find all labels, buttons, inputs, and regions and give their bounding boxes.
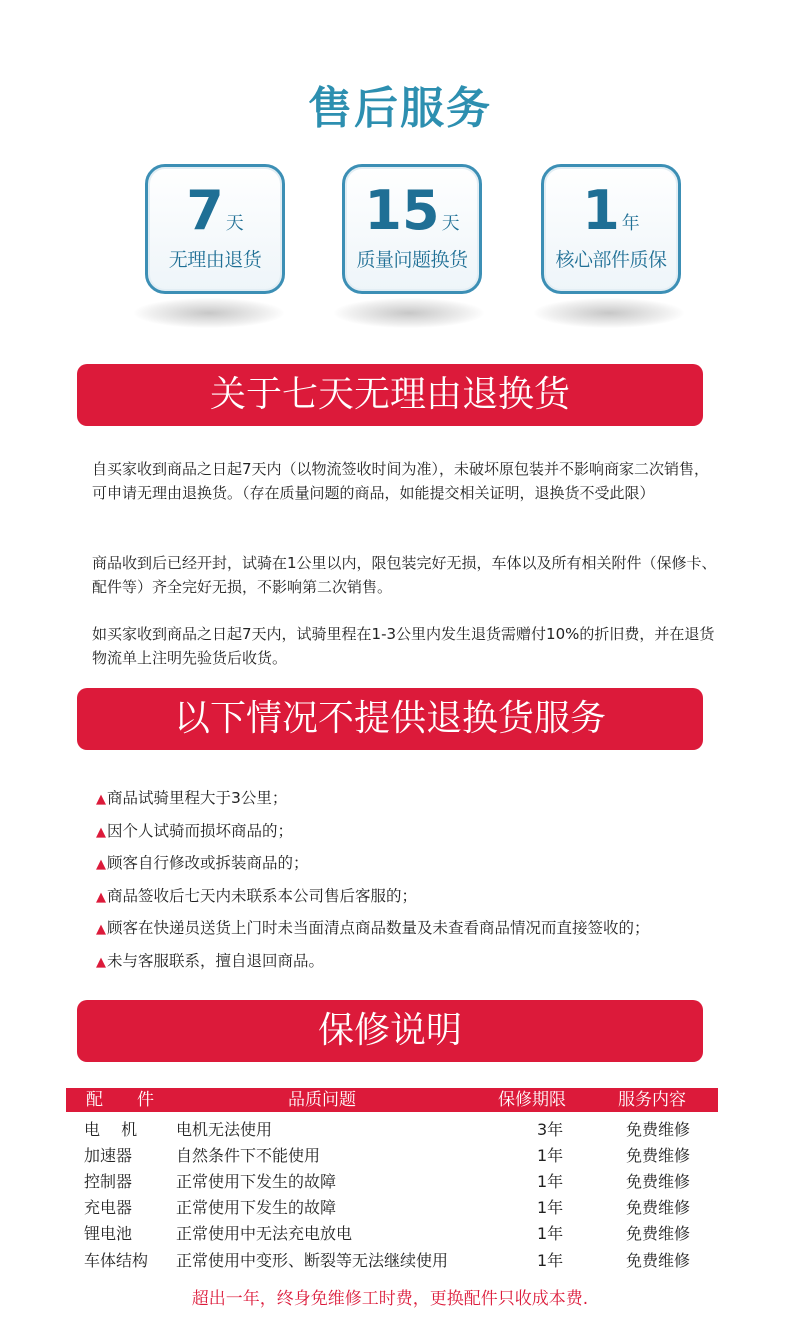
section-banner-exclusions: 以下情况不提供退换货服务 [77,688,703,750]
policy-paragraph: 如买家收到商品之日起7天内，试骑里程在1-3公里内发生退货需赠付10%的折旧费，并在退货物流单上注明先验货后收货。 [92,625,715,667]
triangle-icon: ▲ [96,792,106,807]
cell-part: 充电器 [84,1198,133,1217]
badge-shadow [134,298,284,328]
cell-period: 1年 [537,1198,564,1217]
cell-part: 加速器 [84,1146,133,1165]
cell-period: 1年 [537,1172,564,1191]
cell-part: 锂电池 [84,1224,133,1243]
badge-number: 15 [364,179,440,242]
cell-service: 免费维修 [626,1120,691,1139]
cell-service: 免费维修 [626,1251,691,1270]
cell-issue: 正常使用中无法充电放电 [176,1224,353,1243]
triangle-icon: ▲ [96,889,106,905]
service-badges [0,160,800,335]
triangle-icon: ▲ [96,954,106,970]
list-item: ▲顾客在快递员送货上门时未当面清点商品数量及未查看商品情况而直接签收的； [96,919,650,937]
list-item: ▲顾客自行修改或拆装商品的； [96,854,309,872]
cell-service: 免费维修 [626,1146,691,1165]
table-row [66,1248,718,1274]
cell-service: 免费维修 [626,1172,691,1191]
table-row [66,1143,718,1169]
cell-period: 3年 [537,1120,564,1139]
cell-period: 1年 [537,1224,564,1243]
list-item: ▲未与客服联系，擅自退回商品。 [96,951,325,970]
table-row [66,1195,718,1221]
cell-issue: 正常使用下发生的故障 [176,1172,337,1191]
cell-part: 电 机 [84,1120,138,1139]
section-banner-warranty: 保修说明 [77,1000,703,1062]
badge-unit: 天 [225,213,244,234]
triangle-icon: ▲ [96,824,106,840]
badge-shadow [534,298,684,328]
exclusion-list [96,786,776,981]
badge-unit: 天 [441,213,460,234]
page-title: 售后服务 [308,83,492,134]
badge-1-year-warranty [541,164,681,294]
warranty-table-header [66,1088,718,1112]
triangle-icon: ▲ [96,857,106,872]
cell-service: 免费维修 [626,1224,691,1243]
badge-15-day-exchange [342,164,482,294]
table-row [66,1117,718,1143]
column-header-service: 服务内容 [618,1090,686,1110]
badge-text: 质量问题换货 [356,249,468,271]
cell-issue: 正常使用下发生的故障 [176,1198,337,1217]
badge-shadow [334,298,484,328]
cell-period: 1年 [537,1146,564,1165]
table-row [66,1169,718,1195]
cell-part: 控制器 [84,1172,133,1191]
list-item: ▲商品试骑里程大于3公里； [96,789,288,807]
column-header-period: 保修期限 [498,1090,566,1110]
cell-issue: 自然条件下不能使用 [176,1146,321,1165]
cell-issue: 电机无法使用 [176,1120,273,1139]
list-item: ▲因个人试骑而损坏商品的； [96,821,294,840]
warranty-note: 超出一年，终身免维修工时费，更换配件只收成本费. [191,1289,589,1309]
cell-part: 车体结构 [84,1251,149,1270]
column-header-issue: 品质问题 [288,1090,356,1110]
column-header-part: 配 件 [86,1090,154,1110]
policy-paragraph: 商品收到后已经开封，试骑在1公里以内，限包装完好无损，车体以及所有相关附件（保修卡、配件等）齐全完好无损，不影响第二次销售。 [92,554,717,596]
section-banner-return-policy: 关于七天无理由退换货 [77,364,703,426]
list-item: ▲商品签收后七天内未联系本公司售后客服的； [96,886,418,905]
cell-period: 1年 [537,1251,564,1270]
badge-text: 核心部件质保 [555,249,667,271]
table-row [66,1221,718,1247]
triangle-icon: ▲ [96,922,106,937]
policy-paragraph: 自买家收到商品之日起7天内（以物流签收时间为准），未破坏原包装并不影响商家二次销售，可申请无理由退换货。（存在质量问题的商品，如能提交相关证明，退换货不受此限） [92,460,710,502]
cell-service: 免费维修 [626,1198,691,1217]
badge-text: 无理由退货 [168,249,262,271]
cell-issue: 正常使用中变形、断裂等无法继续使用 [176,1251,449,1270]
badge-unit: 年 [621,213,640,234]
badge-number: 1 [582,179,620,242]
badge-number: 7 [186,179,224,242]
badge-7-day-return [145,164,285,294]
